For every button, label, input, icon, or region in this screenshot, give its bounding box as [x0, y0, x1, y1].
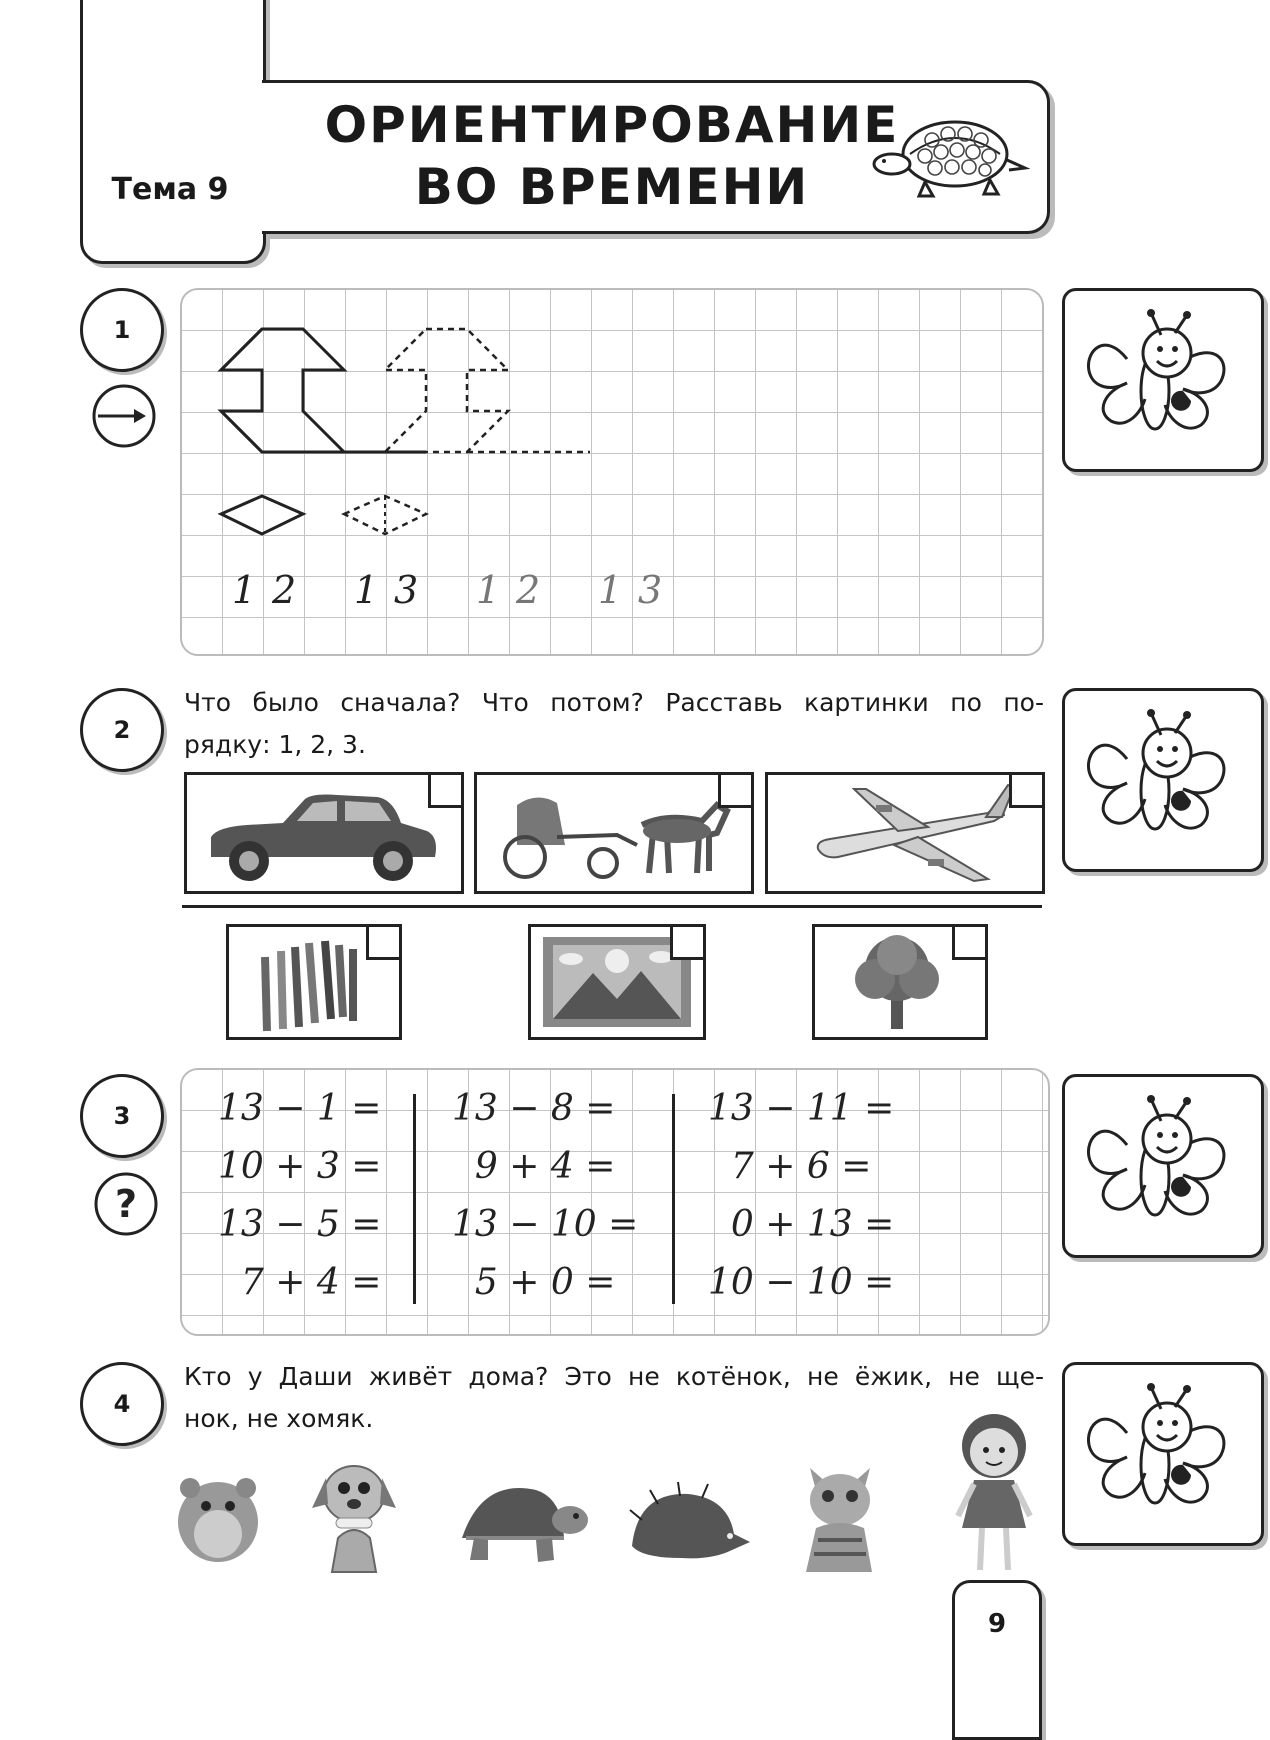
- picture-card: [474, 772, 754, 894]
- task4-number: 4: [80, 1362, 164, 1446]
- task4-text-line2: нок, не хомяк.: [184, 1404, 374, 1433]
- column-divider: [413, 1094, 416, 1304]
- picture-card: [226, 924, 402, 1040]
- butterfly-box: [1062, 1362, 1264, 1546]
- hedgehog-picture: [622, 1480, 752, 1570]
- butterfly-icon: [1065, 691, 1261, 869]
- turtle-picture: [452, 1468, 592, 1568]
- equation: 7 + 4 =: [218, 1262, 382, 1303]
- digit: 1: [354, 568, 379, 612]
- equation: 13 − 10 =: [452, 1204, 639, 1245]
- page-title-line2: ВО ВРЕМЕНИ: [414, 158, 810, 216]
- butterfly-box: [1062, 688, 1264, 872]
- divider: [182, 905, 1042, 908]
- girl-picture: [944, 1404, 1044, 1580]
- task2-text-line1: Что было сначала? Что потом? Расставь картинки по по-: [184, 688, 1044, 717]
- butterfly-icon: [1065, 1365, 1261, 1543]
- arrow-right-icon: [90, 382, 158, 450]
- topic-tab: [80, 0, 266, 264]
- task2-text-line2: рядку: 1, 2, 3.: [184, 730, 366, 759]
- butterfly-icon: [1065, 291, 1261, 469]
- svg-text:?: ?: [114, 1182, 138, 1226]
- equation: 13 − 8 =: [452, 1088, 616, 1129]
- task4-text-line1: Кто у Даши живёт дома? Это не котёнок, не ёжик, не ще-: [184, 1362, 1044, 1391]
- equation: 9 + 4 =: [452, 1146, 616, 1187]
- question-icon: [92, 1170, 160, 1238]
- butterfly-box: [1062, 288, 1264, 472]
- digit: 3: [638, 568, 663, 612]
- task2-number: 2: [80, 688, 164, 772]
- topic-label: Тема 9: [111, 172, 229, 207]
- picture-card: [812, 924, 988, 1040]
- picture-card: [765, 772, 1045, 894]
- answer-checkbox[interactable]: [718, 772, 754, 808]
- digit: 2: [272, 568, 297, 612]
- digit: 2: [516, 568, 541, 612]
- page-number: 9: [952, 1580, 1042, 1740]
- answer-checkbox[interactable]: [1009, 772, 1045, 808]
- turtle-icon: [870, 112, 1030, 202]
- digit: 1: [476, 568, 501, 612]
- answer-checkbox[interactable]: [366, 924, 402, 960]
- column-divider: [672, 1094, 675, 1304]
- car-picture: [187, 775, 461, 891]
- equation: 13 − 5 =: [218, 1204, 382, 1245]
- digit: 1: [232, 568, 257, 612]
- task3-number: 3: [80, 1074, 164, 1158]
- answer-checkbox[interactable]: [952, 924, 988, 960]
- hamster-picture: [168, 1450, 268, 1570]
- answer-checkbox[interactable]: [670, 924, 706, 960]
- equation: 5 + 0 =: [452, 1262, 616, 1303]
- airplane-picture: [768, 775, 1042, 891]
- carriage-picture: [477, 775, 751, 891]
- equation: 7 + 6 =: [708, 1146, 872, 1187]
- puppy-picture: [298, 1448, 410, 1578]
- page-title-line1: ОРИЕНТИРОВАНИЕ: [324, 96, 900, 154]
- equation: 0 + 13 =: [708, 1204, 895, 1245]
- kitten-picture: [780, 1448, 900, 1578]
- equation: 13 − 1 =: [218, 1088, 382, 1129]
- picture-card: [528, 924, 706, 1040]
- picture-card: [184, 772, 464, 894]
- equation: 13 − 11 =: [708, 1088, 895, 1129]
- digit: 1: [598, 568, 623, 612]
- answer-checkbox[interactable]: [428, 772, 464, 808]
- equation: 10 − 10 =: [708, 1262, 895, 1303]
- equation: 10 + 3 =: [218, 1146, 382, 1187]
- task1-number: 1: [80, 288, 164, 372]
- butterfly-box: [1062, 1074, 1264, 1258]
- digit: 3: [394, 568, 419, 612]
- butterfly-icon: [1065, 1077, 1261, 1255]
